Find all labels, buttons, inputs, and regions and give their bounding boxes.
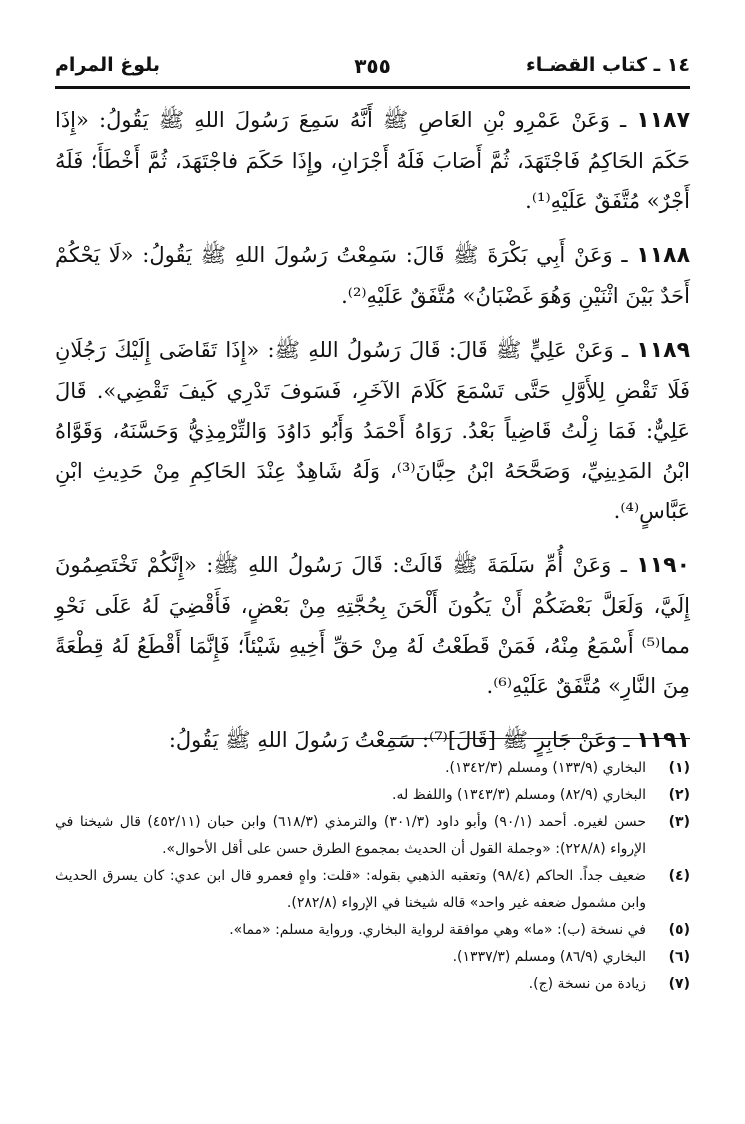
footnote-text: حسن لغيره. أحمد (٩٠/١) وأبو داود (٣٠١/٣) والترمذي (٦١٨/٣) وابن حبان (٤٥٢/١١) قال شيخنا في الإرواء (٢٢٨/٨): «وجملة القول أن الحديث بمجموع الطرق حسن على أقل الأحوال». [55, 814, 646, 857]
hadith-paragraph [55, 100, 690, 221]
main-text [55, 100, 690, 775]
footnote-number: (٦) [668, 949, 690, 965]
hadith-text: ـ وَعَنْ أَبِي بَكْرَةَ ﷺ قَالَ: سَمِعْتُ رَسُولَ اللهِ ﷺ يَقُولُ: «لَا يَحْكُمْ أَحَدٌ بَيْنَ اثْنَيْنِ وَهُوَ غَضْبَانُ» مُتَّفَقٌ عَلَيْهِ⁽²⁾. [55, 243, 690, 308]
footnote-text: البخاري (٨٢/٩) ومسلم (١٣٤٣/٣) واللفظ له. [392, 787, 646, 803]
footnote-text: زيادة من نسخة (ج). [528, 976, 646, 992]
hadith-number: ١١٨٨ [636, 243, 690, 268]
hadith-paragraph [55, 330, 690, 531]
page-header [55, 48, 690, 86]
footnote [55, 782, 690, 809]
footnote [55, 755, 690, 782]
footnote-number: (٤) [668, 868, 690, 884]
footnote [55, 944, 690, 971]
hadith-text: ـ وَعَنْ جَابِرٍ ﷺ [قَالَ]⁽⁷⁾: سَمِعْتُ رَسُولَ اللهِ ﷺ يَقُولُ: [168, 728, 630, 752]
hadith-paragraph [55, 545, 690, 706]
hadith-number: ١١٨٧ [636, 108, 690, 133]
footnote-text: في نسخة (ب): «ما» وهي موافقة لرواية البخاري. ورواية مسلم: «مما». [229, 922, 646, 938]
footnote [55, 917, 690, 944]
footnote-number: (٥) [668, 922, 690, 938]
hadith-number: ١١٩٠ [636, 553, 690, 578]
footnote-text: البخاري (٨٦/٩) ومسلم (١٣٣٧/٣). [452, 949, 646, 965]
footnote-separator [390, 738, 690, 739]
footnote-number: (٧) [668, 976, 690, 992]
footnote-text: البخاري (١٣٣/٩) ومسلم (١٣٤٢/٣). [445, 760, 646, 776]
footnote-number: (٢) [668, 787, 690, 803]
header-rule [55, 86, 690, 89]
footnote-number: (١) [668, 760, 690, 776]
footnote [55, 863, 690, 917]
footnote-number: (٣) [668, 814, 690, 830]
hadith-paragraph [55, 235, 690, 316]
hadith-text: ـ وَعَنْ عَمْرِو بْنِ العَاصِ ﷺ أَنَّهُ سَمِعَ رَسُولَ اللهِ ﷺ يَقُولُ: «إِذَا حَكَمَ الحَاكِمُ فَاجْتَهَدَ، ثُمَّ أَصَابَ فَلَهُ أَجْرَانِ، وإِذَا حَكَمَ فاجْتَهَدَ، ثُمَّ أَخْطَأَ؛ فَلَهُ أَجْرٌ» مُتَّفَقٌ عَلَيْهِ⁽¹⁾. [55, 108, 690, 213]
book-title: بلوغ المرام [55, 54, 161, 76]
hadith-number: ١١٨٩ [636, 338, 690, 363]
hadith-text: ـ وَعَنْ أُمِّ سَلَمَةَ ﷺ قَالَتْ: قَالَ رَسُولُ اللهِ ﷺ: «إِنَّكُمْ تَخْتَصِمُونَ إِلَيَّ، وَلَعَلَّ بَعْضَكُمْ أَنْ يَكُونَ أَلْحَنَ بِحُجَّتِهِ مِنْ بَعْضٍ، فَأَقْضِيَ لَهُ عَلَى نَحْوِ مما⁽⁵⁾ أَسْمَعُ مِنْهُ، فَمَنْ قَطَعْتُ لَهُ مِنْ حَقِّ أَخِيهِ شَيْئاً؛ فَإِنَّمَا أَقْطَعُ لَهُ قِطْعَةً مِنَ النَّارِ» مُتَّفَقٌ عَلَيْهِ⁽⁶⁾. [55, 553, 690, 698]
hadith-text: ـ وَعَنْ عَلِيٍّ ﷺ قَالَ: قَالَ رَسُولُ اللهِ ﷺ: «إِذَا تَقَاضَى إِلَيْكَ رَجُلَانِ فَلَا تَقْضِ لِلأَوَّلِ حَتَّى تَسْمَعَ كَلَامَ الآخَرِ، فَسَوفَ تَدْرِي كَيفَ تَقْضِي». قَالَ عَلِيٌّ: فَمَا زِلْتُ قَاضِياً بَعْدُ. رَوَاهُ أَحْمَدُ وَأَبُو دَاوُدَ وَالتِّرْمِذِيُّ وَحَسَّنَهُ، وَقَوَّاهُ ابْنُ المَدِينِيِّ، وَصَحَّحَهُ ابْنُ حِبَّانَ⁽³⁾، وَلَهُ شَاهِدٌ عِنْدَ الحَاكِمِ مِنْ حَدِيثِ ابْنِ عَبَّاسٍ⁽⁴⁾. [55, 338, 690, 523]
footnote [55, 971, 690, 998]
footnote-text: ضعيف جداً. الحاكم (٩٨/٤) وتعقبه الذهبي بقوله: «قلت: واهٍ فعمرو قال ابن عدي: كان يسرق الحديث وابن مشمول ضعفه غير واحد» قاله شيخنا في الإرواء (٢٨٢/٨). [55, 868, 646, 911]
footnotes [55, 755, 690, 998]
chapter-title: ١٤ ـ كتاب القضـاء [526, 54, 690, 76]
page-number: ٣٥٥ [354, 54, 391, 78]
hadith-number: ١١٩١ [636, 728, 690, 753]
footnote [55, 809, 690, 863]
